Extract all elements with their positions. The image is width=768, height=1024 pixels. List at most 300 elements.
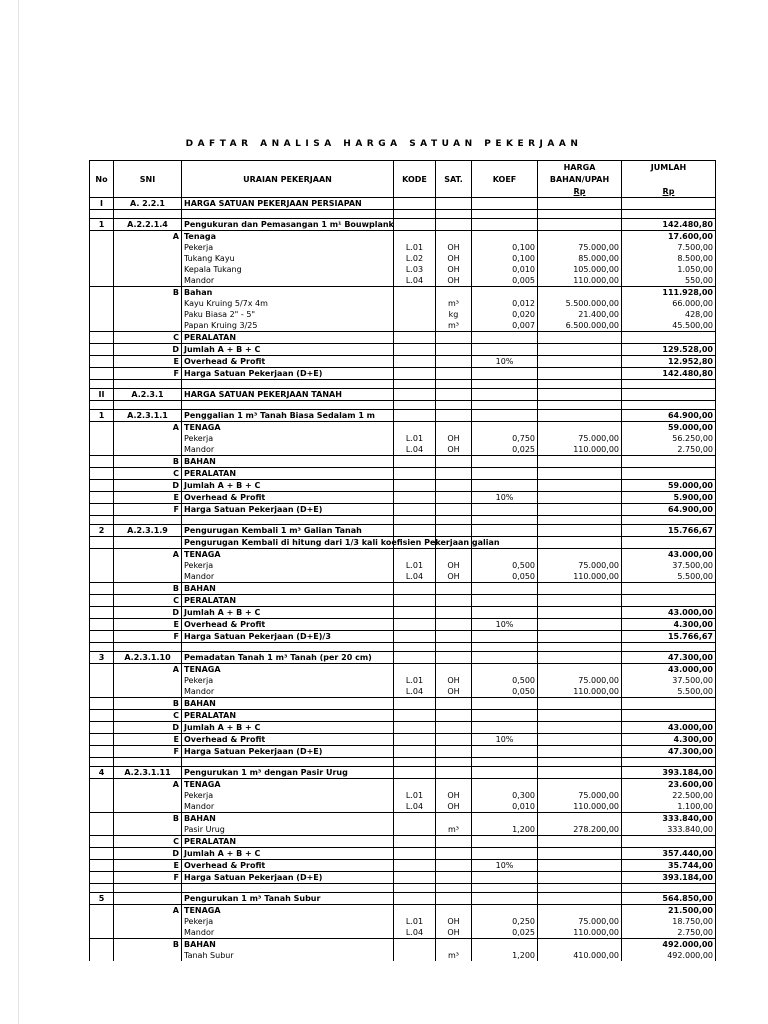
cell-ur: Kayu Kruing 5/7x 4m <box>182 298 394 309</box>
cell-sat: OH <box>436 675 472 686</box>
header-kode: KODE <box>394 173 436 185</box>
cell-no <box>90 848 114 860</box>
table-row <box>90 836 716 848</box>
table-row <box>90 504 716 516</box>
cell-kode <box>394 456 436 468</box>
cell-jml <box>622 583 716 595</box>
cell-jml <box>622 710 716 722</box>
cell-kode <box>394 643 436 652</box>
cell-sni: A.2.3.1.10 <box>114 652 182 664</box>
cell-koef <box>472 595 538 607</box>
cell-sat <box>436 231 472 243</box>
cell-sat <box>436 664 472 676</box>
cell-sni <box>114 686 182 698</box>
table-row <box>90 746 716 758</box>
cell-ur: Harga Satuan Pekerjaan (D+E) <box>182 746 394 758</box>
cell-jml: 393.184,00 <box>622 767 716 779</box>
cell-jml: 142.480,80 <box>622 368 716 380</box>
cell-hrg: 75.000,00 <box>538 242 622 253</box>
header-sat-blank <box>436 161 472 174</box>
cell-ur: Bahan <box>182 287 394 299</box>
cell-kode <box>394 848 436 860</box>
cell-kode <box>394 950 436 961</box>
cell-ur: PERALATAN <box>182 595 394 607</box>
cell-hrg <box>538 643 622 652</box>
cell-kode <box>394 309 436 320</box>
cell-subgroup-letter: C <box>114 710 182 722</box>
cell-no <box>90 734 114 746</box>
header-jumlah: JUMLAH <box>622 161 716 174</box>
cell-no <box>90 537 114 549</box>
cell-kode <box>394 813 436 825</box>
cell-no <box>90 836 114 848</box>
cell-ur: Harga Satuan Pekerjaan (D+E)/3 <box>182 631 394 643</box>
header-row-1 <box>90 161 716 174</box>
table-row <box>90 722 716 734</box>
cell-ur: Pekerja <box>182 433 394 444</box>
cell-hrg <box>538 368 622 380</box>
cell-sat <box>436 380 472 389</box>
cell-koef <box>472 872 538 884</box>
cell-hrg: 110.000,00 <box>538 686 622 698</box>
cell-sat <box>436 860 472 872</box>
cell-sat <box>436 872 472 884</box>
cell-sat <box>436 939 472 951</box>
table-row <box>90 253 716 264</box>
cell-sni <box>114 801 182 813</box>
cell-koef <box>472 836 538 848</box>
cell-jml: 35.744,00 <box>622 860 716 872</box>
cell-no <box>90 758 114 767</box>
cell-hrg <box>538 344 622 356</box>
cell-koef <box>472 198 538 210</box>
cell-koef <box>472 380 538 389</box>
cell-subgroup-letter: D <box>114 848 182 860</box>
cell-kode <box>394 389 436 401</box>
cell-kode: L.01 <box>394 675 436 686</box>
cell-no <box>90 643 114 652</box>
cell-koef <box>472 631 538 643</box>
cell-ur: Mandor <box>182 275 394 287</box>
table-row <box>90 298 716 309</box>
table-row <box>90 309 716 320</box>
cell-jml: 47.300,00 <box>622 652 716 664</box>
cell-koef <box>472 468 538 480</box>
cell-no <box>90 710 114 722</box>
cell-jml: 59.000,00 <box>622 480 716 492</box>
cell-ur <box>182 516 394 525</box>
cell-koef <box>472 525 538 537</box>
cell-hrg <box>538 410 622 422</box>
table-row <box>90 779 716 791</box>
cell-subgroup-letter: A <box>114 905 182 917</box>
cell-sni <box>114 275 182 287</box>
cell-koef: 0,500 <box>472 560 538 571</box>
cell-sat <box>436 480 472 492</box>
cell-hrg <box>538 607 622 619</box>
table-row <box>90 824 716 836</box>
cell-kode: L.01 <box>394 560 436 571</box>
cell-sni <box>114 242 182 253</box>
header-blank <box>114 185 182 198</box>
cell-subgroup-letter: E <box>114 860 182 872</box>
cell-no <box>90 595 114 607</box>
cell-sat <box>436 344 472 356</box>
cell-hrg: 75.000,00 <box>538 560 622 571</box>
cell-koef: 0,020 <box>472 309 538 320</box>
cell-sni: A. 2.2.1 <box>114 198 182 210</box>
table-row <box>90 480 716 492</box>
cell-hrg: 75.000,00 <box>538 790 622 801</box>
cell-kode <box>394 860 436 872</box>
table-row <box>90 275 716 287</box>
cell-kode <box>394 652 436 664</box>
separator-row <box>90 380 716 389</box>
cell-kode <box>394 492 436 504</box>
cell-hrg <box>538 287 622 299</box>
cell-koef: 10% <box>472 356 538 368</box>
cell-no: I <box>90 198 114 210</box>
cell-hrg: 75.000,00 <box>538 433 622 444</box>
cell-jml <box>622 698 716 710</box>
cell-sni <box>114 675 182 686</box>
cell-subgroup-letter: B <box>114 583 182 595</box>
cell-sni <box>114 264 182 275</box>
cell-kode <box>394 410 436 422</box>
cell-subgroup-letter: C <box>114 332 182 344</box>
table-row <box>90 767 716 779</box>
table-row <box>90 801 716 813</box>
cell-jml: 15.766,67 <box>622 525 716 537</box>
cell-jml <box>622 401 716 410</box>
cell-no <box>90 722 114 734</box>
cell-ur: Pengurugan Kembali di hitung dari 1/3 kali koefisien Pekerjaan galian <box>182 537 394 549</box>
cell-sat: OH <box>436 801 472 813</box>
cell-koef <box>472 332 538 344</box>
cell-kode <box>394 779 436 791</box>
cell-hrg <box>538 210 622 219</box>
cell-jml: 2.750,00 <box>622 444 716 456</box>
header-harga: HARGA <box>538 161 622 174</box>
header-koef-blank <box>472 161 538 174</box>
table-row <box>90 422 716 434</box>
cell-ur: Pekerja <box>182 560 394 571</box>
cell-hrg <box>538 583 622 595</box>
cell-no <box>90 607 114 619</box>
cell-kode <box>394 767 436 779</box>
cell-hrg <box>538 698 622 710</box>
cell-ur: Harga Satuan Pekerjaan (D+E) <box>182 368 394 380</box>
cell-koef <box>472 456 538 468</box>
header-harga-unit: Rp <box>538 185 622 198</box>
cell-sni <box>114 253 182 264</box>
cell-no: II <box>90 389 114 401</box>
cell-no <box>90 619 114 631</box>
analysis-table <box>89 160 716 961</box>
cell-sni <box>114 571 182 583</box>
cell-no: 1 <box>90 219 114 231</box>
cell-no <box>90 356 114 368</box>
cell-ur: Jumlah A + B + C <box>182 607 394 619</box>
cell-subgroup-letter: B <box>114 813 182 825</box>
cell-subgroup-letter: B <box>114 939 182 951</box>
cell-no <box>90 287 114 299</box>
cell-hrg <box>538 848 622 860</box>
cell-sat <box>436 905 472 917</box>
cell-ur: HARGA SATUAN PEKERJAAN PERSIAPAN <box>182 198 394 210</box>
cell-subgroup-letter: F <box>114 746 182 758</box>
cell-hrg: 278.200,00 <box>538 824 622 836</box>
cell-sat <box>436 643 472 652</box>
cell-no <box>90 675 114 686</box>
cell-sat <box>436 516 472 525</box>
cell-kode <box>394 516 436 525</box>
header-uraian-blank <box>182 161 394 174</box>
cell-jml: 333.840,00 <box>622 824 716 836</box>
cell-koef <box>472 344 538 356</box>
cell-ur: TENAGA <box>182 779 394 791</box>
cell-ur: BAHAN <box>182 939 394 951</box>
cell-koef <box>472 368 538 380</box>
cell-hrg <box>538 422 622 434</box>
table-body <box>90 198 716 962</box>
cell-hrg <box>538 758 622 767</box>
cell-koef <box>472 905 538 917</box>
cell-no <box>90 480 114 492</box>
cell-ur: Jumlah A + B + C <box>182 480 394 492</box>
cell-sat <box>436 722 472 734</box>
cell-sat <box>436 287 472 299</box>
cell-jml: 22.500,00 <box>622 790 716 801</box>
cell-koef: 10% <box>472 619 538 631</box>
cell-sat <box>436 332 472 344</box>
cell-jml <box>622 537 716 549</box>
cell-sat <box>436 456 472 468</box>
cell-sat <box>436 619 472 631</box>
cell-jml <box>622 389 716 401</box>
cell-koef <box>472 410 538 422</box>
cell-sni <box>114 433 182 444</box>
cell-subgroup-letter: E <box>114 619 182 631</box>
cell-hrg: 21.400,00 <box>538 309 622 320</box>
header-blank <box>394 185 436 198</box>
page-margin-line <box>18 0 19 1024</box>
table-row <box>90 242 716 253</box>
header-blank <box>90 185 114 198</box>
cell-koef: 10% <box>472 860 538 872</box>
table-row <box>90 525 716 537</box>
cell-hrg <box>538 468 622 480</box>
cell-kode <box>394 824 436 836</box>
cell-no <box>90 253 114 264</box>
cell-jml: 47.300,00 <box>622 746 716 758</box>
cell-subgroup-letter: C <box>114 595 182 607</box>
header-row-2 <box>90 173 716 185</box>
cell-hrg: 110.000,00 <box>538 801 622 813</box>
cell-koef <box>472 504 538 516</box>
cell-ur: PERALATAN <box>182 332 394 344</box>
table-row <box>90 698 716 710</box>
table-row <box>90 264 716 275</box>
cell-no <box>90 860 114 872</box>
table-row <box>90 872 716 884</box>
cell-sat: m³ <box>436 824 472 836</box>
cell-koef <box>472 779 538 791</box>
cell-jml: 550,00 <box>622 275 716 287</box>
table-row <box>90 549 716 561</box>
cell-subgroup-letter: F <box>114 631 182 643</box>
table-row <box>90 675 716 686</box>
cell-hrg <box>538 619 622 631</box>
cell-koef <box>472 643 538 652</box>
cell-ur: TENAGA <box>182 549 394 561</box>
cell-hrg <box>538 219 622 231</box>
cell-jml <box>622 836 716 848</box>
table-row <box>90 734 716 746</box>
cell-hrg: 6.500.000,00 <box>538 320 622 332</box>
cell-koef <box>472 583 538 595</box>
table-row <box>90 927 716 939</box>
cell-jml: 492.000,00 <box>622 950 716 961</box>
cell-ur: PERALATAN <box>182 836 394 848</box>
cell-kode <box>394 619 436 631</box>
cell-subgroup-letter: A <box>114 231 182 243</box>
cell-kode <box>394 198 436 210</box>
cell-sni: A.2.3.1 <box>114 389 182 401</box>
cell-no: 5 <box>90 893 114 905</box>
cell-sat <box>436 219 472 231</box>
cell-ur: Pekerja <box>182 675 394 686</box>
cell-jml: 393.184,00 <box>622 872 716 884</box>
cell-no <box>90 939 114 951</box>
cell-ur: Jumlah A + B + C <box>182 848 394 860</box>
table-row <box>90 492 716 504</box>
cell-no <box>90 872 114 884</box>
cell-ur: Mandor <box>182 686 394 698</box>
cell-no <box>90 504 114 516</box>
cell-kode <box>394 872 436 884</box>
cell-hrg <box>538 549 622 561</box>
cell-sni <box>114 824 182 836</box>
cell-sni <box>114 380 182 389</box>
cell-jml <box>622 332 716 344</box>
cell-no <box>90 433 114 444</box>
header-no-blank <box>90 161 114 174</box>
cell-koef: 0,025 <box>472 444 538 456</box>
cell-koef <box>472 767 538 779</box>
cell-hrg <box>538 939 622 951</box>
cell-hrg <box>538 836 622 848</box>
cell-kode: L.04 <box>394 801 436 813</box>
cell-sat <box>436 884 472 893</box>
cell-no <box>90 549 114 561</box>
table-row <box>90 332 716 344</box>
cell-kode <box>394 287 436 299</box>
cell-hrg: 75.000,00 <box>538 916 622 927</box>
table-row <box>90 231 716 243</box>
cell-no <box>90 884 114 893</box>
cell-ur: Mandor <box>182 444 394 456</box>
cell-sat <box>436 607 472 619</box>
cell-jml: 7.500,00 <box>622 242 716 253</box>
cell-kode <box>394 905 436 917</box>
cell-no <box>90 492 114 504</box>
header-blank <box>436 185 472 198</box>
cell-ur: Papan Kruing 3/25 <box>182 320 394 332</box>
cell-koef: 0,500 <box>472 675 538 686</box>
cell-ur: Pasir Urug <box>182 824 394 836</box>
header-jumlah-unit: Rp <box>622 185 716 198</box>
cell-jml: 21.500,00 <box>622 905 716 917</box>
table-row <box>90 790 716 801</box>
cell-hrg: 110.000,00 <box>538 444 622 456</box>
header-koef: KOEF <box>472 173 538 185</box>
cell-kode <box>394 422 436 434</box>
cell-jml: 1.050,00 <box>622 264 716 275</box>
table-row <box>90 950 716 961</box>
cell-koef <box>472 652 538 664</box>
cell-koef <box>472 664 538 676</box>
cell-kode <box>394 722 436 734</box>
cell-ur: Jumlah A + B + C <box>182 344 394 356</box>
cell-koef <box>472 231 538 243</box>
cell-jml: 2.750,00 <box>622 927 716 939</box>
cell-sat <box>436 422 472 434</box>
cell-ur: Pengukuran dan Pemasangan 1 m¹ Bouwplank <box>182 219 394 231</box>
cell-kode <box>394 893 436 905</box>
cell-sni <box>114 790 182 801</box>
cell-jml <box>622 198 716 210</box>
cell-sat: OH <box>436 242 472 253</box>
cell-ur: Mandor <box>182 571 394 583</box>
cell-kode <box>394 758 436 767</box>
table-row <box>90 686 716 698</box>
cell-koef <box>472 389 538 401</box>
cell-hrg <box>538 767 622 779</box>
cell-koef <box>472 722 538 734</box>
cell-koef: 0,010 <box>472 801 538 813</box>
table-row <box>90 560 716 571</box>
cell-koef <box>472 893 538 905</box>
cell-hrg: 75.000,00 <box>538 675 622 686</box>
cell-jml <box>622 643 716 652</box>
cell-koef: 0,007 <box>472 320 538 332</box>
header-blank <box>182 185 394 198</box>
cell-hrg <box>538 380 622 389</box>
cell-jml: 37.500,00 <box>622 560 716 571</box>
cell-sat: OH <box>436 790 472 801</box>
cell-jml: 43.000,00 <box>622 607 716 619</box>
separator-row <box>90 643 716 652</box>
cell-hrg <box>538 389 622 401</box>
cell-sat <box>436 779 472 791</box>
cell-koef <box>472 698 538 710</box>
table-row <box>90 320 716 332</box>
cell-jml: 12.952,80 <box>622 356 716 368</box>
cell-no <box>90 309 114 320</box>
cell-sat <box>436 549 472 561</box>
cell-koef: 1,200 <box>472 950 538 961</box>
cell-hrg <box>538 537 622 549</box>
cell-jml: 5.500,00 <box>622 571 716 583</box>
separator-row <box>90 401 716 410</box>
header-no: No <box>90 173 114 185</box>
table-row <box>90 468 716 480</box>
cell-no <box>90 790 114 801</box>
cell-sat <box>436 504 472 516</box>
cell-hrg: 410.000,00 <box>538 950 622 961</box>
header-kode-blank <box>394 161 436 174</box>
